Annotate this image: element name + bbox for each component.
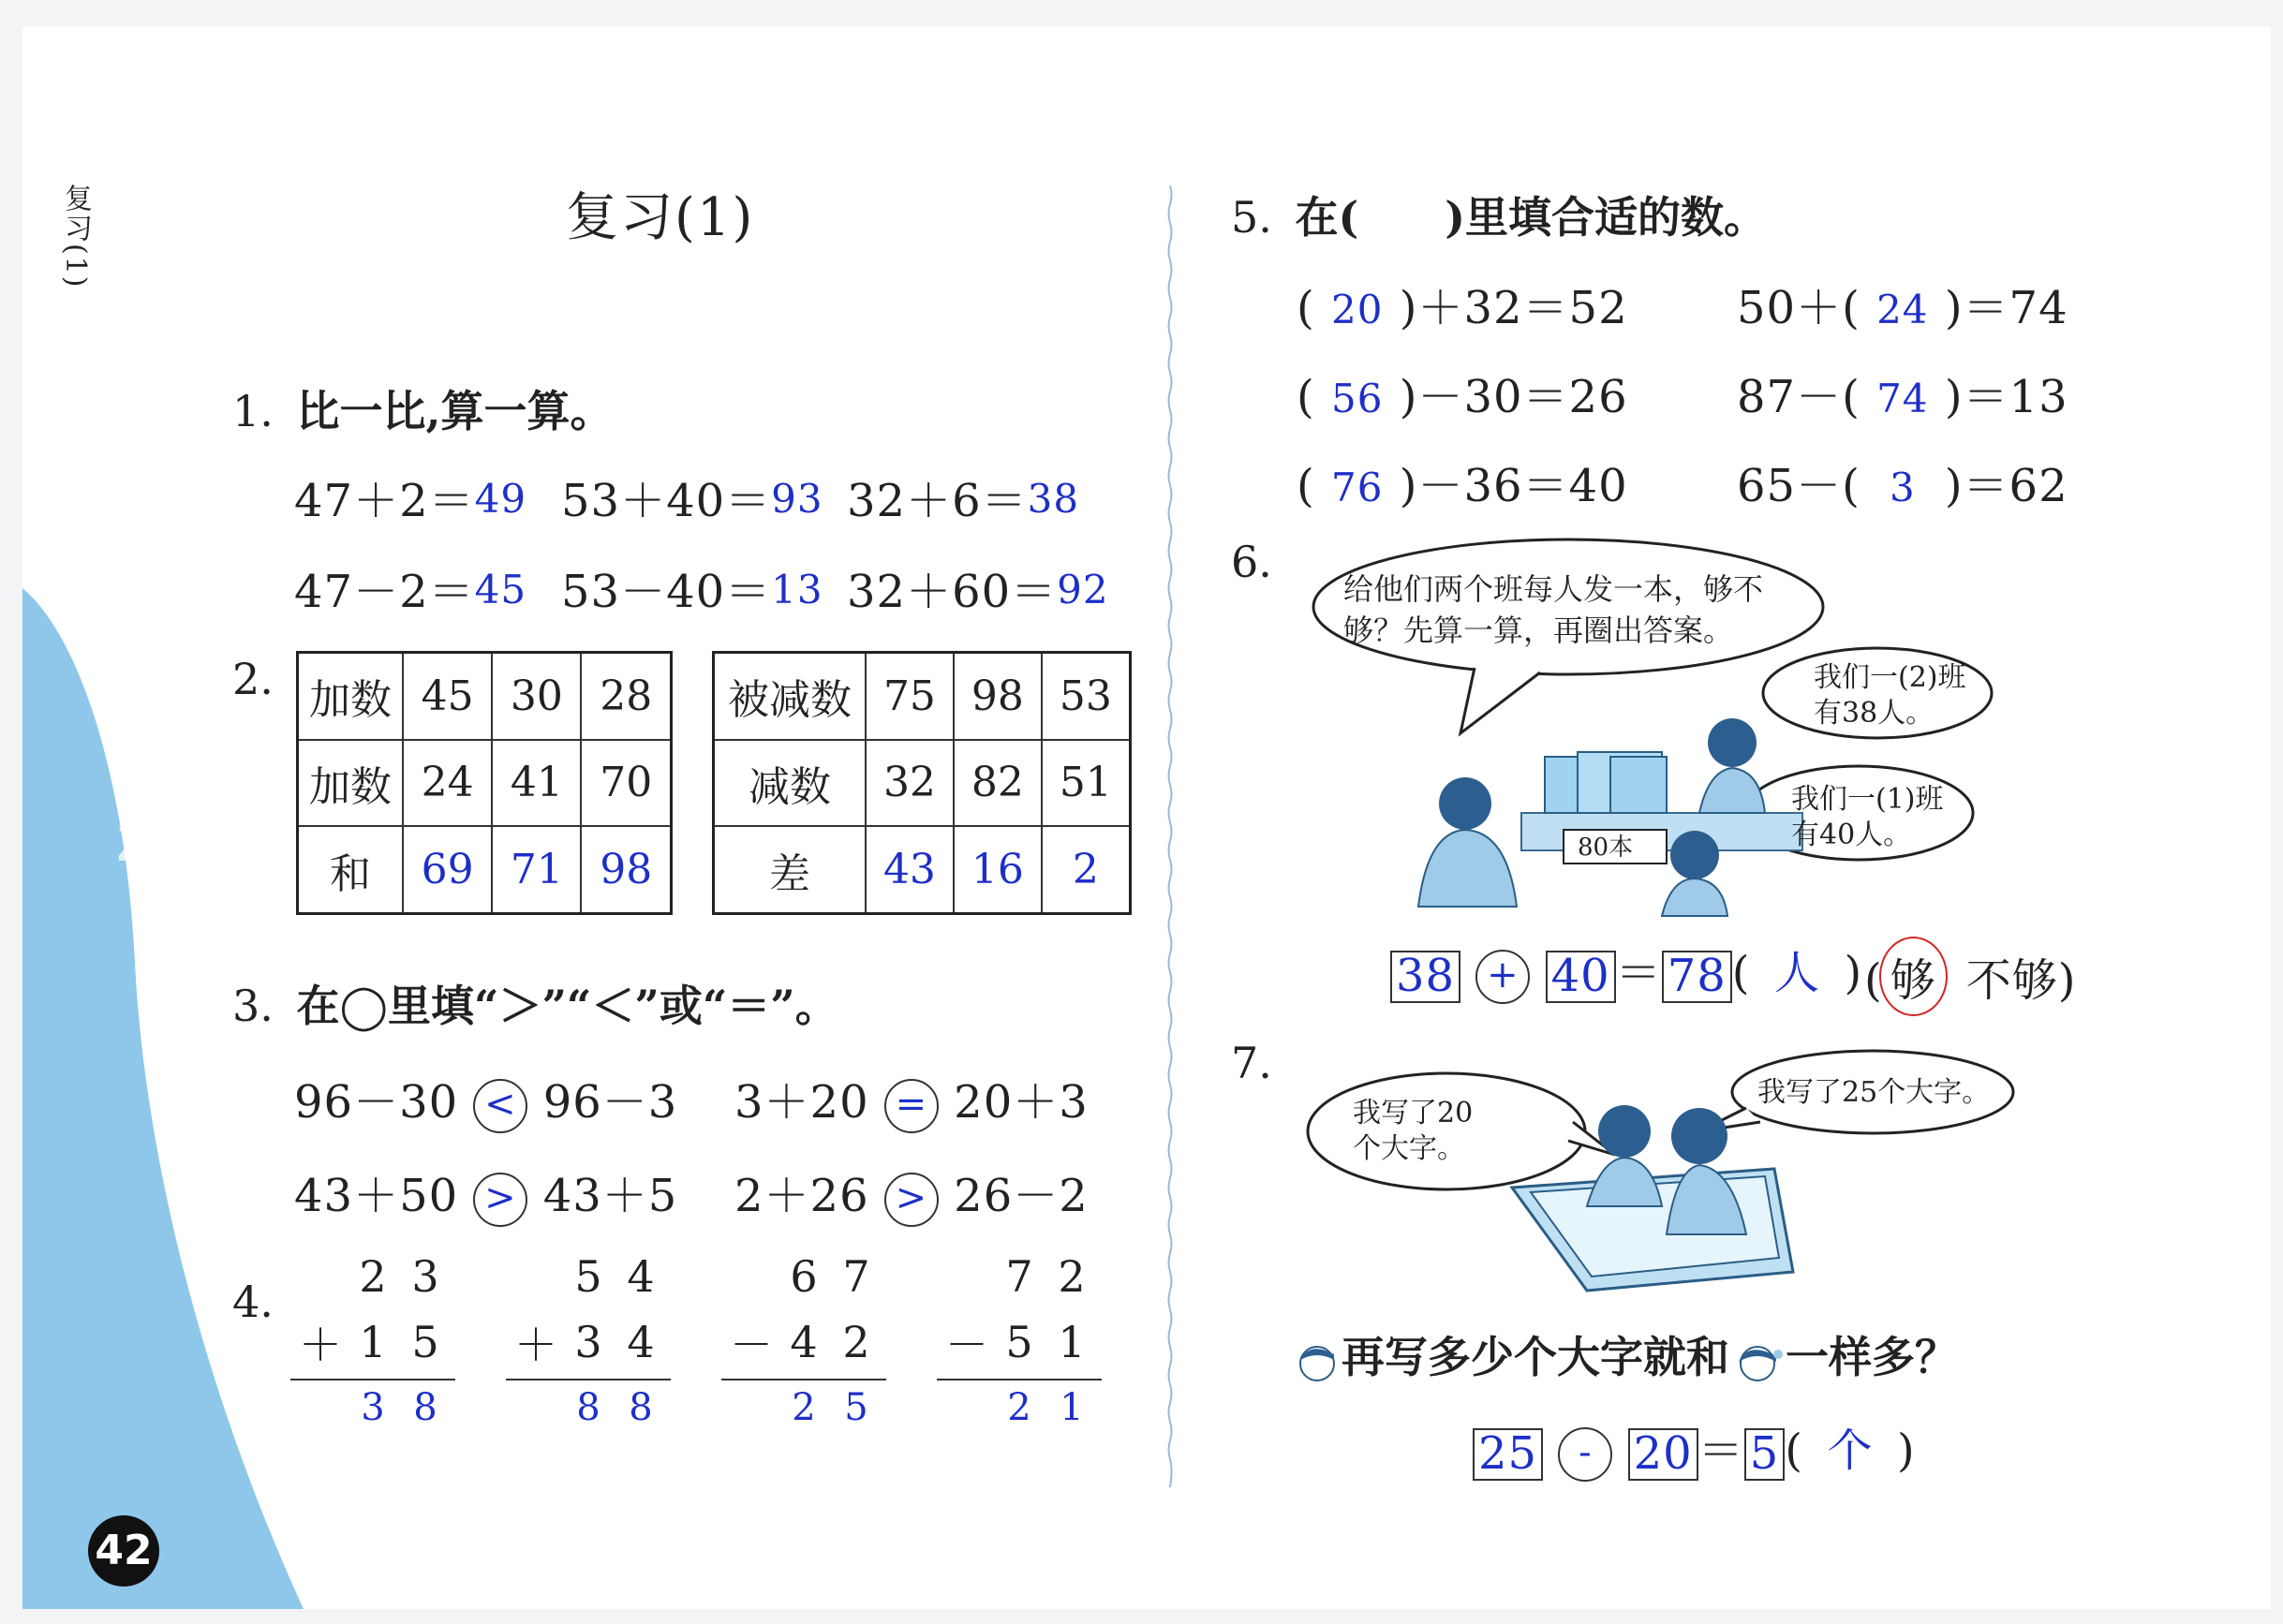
q3-text: 在◯里填“＞”“＜”或“＝”。 xyxy=(296,981,838,1031)
q3-right: 43＋5 xyxy=(542,1170,678,1222)
speech-bubble-text: 个大字。 xyxy=(1353,1132,1465,1165)
digit: 4 xyxy=(627,1251,655,1302)
q3-left: 3＋20 xyxy=(734,1076,869,1129)
q7-question-part1: 再写多少个大字就和 xyxy=(1342,1332,1729,1382)
q1-expr: 53－40＝ xyxy=(561,566,772,618)
unit-answer: 人 xyxy=(1774,947,1821,999)
watermark: zyjl.cn xyxy=(116,804,313,876)
page-title: 复习(1) xyxy=(566,187,755,248)
q6-choice xyxy=(1864,937,2076,1016)
q1-expr: 47＋2＝ xyxy=(294,475,475,527)
q3-right: 20＋3 xyxy=(954,1076,1089,1129)
calc-line xyxy=(721,1379,886,1380)
q4-number: 4. xyxy=(232,1277,274,1327)
digit: 2 xyxy=(1058,1251,1086,1302)
q5-pre: 65－( xyxy=(1737,460,1860,512)
table-answer-cell: 43 xyxy=(866,826,954,913)
q3-item xyxy=(734,1159,1089,1227)
digit: 3 xyxy=(411,1251,439,1302)
table-answer-cell: 71 xyxy=(492,826,581,913)
q5-pre: ( xyxy=(1297,460,1315,512)
table-cell: 51 xyxy=(1042,740,1131,827)
q1-answer: 38 xyxy=(1027,476,1080,522)
digit: 2 xyxy=(359,1251,387,1302)
calc-line xyxy=(506,1379,671,1380)
digit: 5 xyxy=(574,1251,602,1302)
operator: － xyxy=(945,1320,988,1370)
speech-bubble-text: 够？先算一算，再圈出答案。 xyxy=(1343,613,1734,648)
q5-item xyxy=(1737,272,2068,336)
answer-digit: 3 xyxy=(361,1386,385,1429)
q1-answer: 45 xyxy=(474,567,527,613)
vertical-calc xyxy=(941,1244,1098,1440)
answer-digit: 8 xyxy=(413,1386,437,1429)
answer-digit: 8 xyxy=(576,1386,600,1429)
table-answer-cell: 2 xyxy=(1042,826,1131,913)
digit: 4 xyxy=(627,1317,655,1367)
q1-answer: 93 xyxy=(771,476,823,522)
q1-answer: 49 xyxy=(474,476,527,522)
calc-line xyxy=(937,1379,1102,1380)
table-cell: 53 xyxy=(1042,653,1131,740)
digit: 5 xyxy=(1005,1317,1033,1367)
q1-item xyxy=(294,555,526,620)
q3-heading xyxy=(232,972,838,1034)
speech-bubble-text: 有40人。 xyxy=(1791,819,1912,851)
q5-heading xyxy=(1231,184,1767,245)
q5-item xyxy=(1297,361,1628,425)
table-cell: 70 xyxy=(581,740,671,827)
speech-bubble-text: 我写了20 xyxy=(1353,1097,1474,1129)
table-label: 被减数 xyxy=(714,653,867,740)
q5-item xyxy=(1297,450,1628,514)
q3-number: 3. xyxy=(232,981,274,1031)
q1-item xyxy=(294,465,526,529)
operator-circle: + xyxy=(1475,950,1530,1004)
q5-text: 在( )里填合适的数。 xyxy=(1295,192,1768,243)
q1-expr: 32＋6＝ xyxy=(847,475,1028,527)
table-cell: 41 xyxy=(492,740,581,827)
answer-digit: 1 xyxy=(1060,1386,1084,1429)
q5-answer: 3 xyxy=(1889,465,1916,510)
q5-pre: 87－( xyxy=(1737,371,1860,423)
q5-item xyxy=(1297,272,1628,336)
comparison-circle: > xyxy=(884,1173,939,1227)
q2-number: 2. xyxy=(232,654,274,704)
answer-box: 5 xyxy=(1744,1428,1786,1481)
operator: ＋ xyxy=(299,1320,342,1370)
digit: 2 xyxy=(842,1317,870,1367)
answer-digit: 2 xyxy=(792,1386,816,1429)
q3-right: 26－2 xyxy=(954,1170,1089,1222)
q3-item xyxy=(294,1159,677,1227)
page-divider xyxy=(1167,185,1173,1487)
table-cell: 32 xyxy=(866,740,954,827)
q5-post: )－30＝26 xyxy=(1399,371,1628,423)
speech-bubble-text: 给他们两个班每人发一本，够不 xyxy=(1343,571,1764,607)
table-cell: 28 xyxy=(581,653,671,740)
q1-item xyxy=(847,465,1079,529)
comparison-circle: > xyxy=(473,1173,527,1227)
answer-box: 78 xyxy=(1662,951,1732,1003)
q3-left: 2＋26 xyxy=(734,1170,869,1222)
q5-post: )＝74 xyxy=(1944,282,2068,334)
table-answer-cell: 69 xyxy=(403,826,492,913)
vertical-calc xyxy=(725,1244,882,1440)
paren: ( xyxy=(1864,954,1883,1007)
q1-expr: 32＋60＝ xyxy=(847,566,1058,618)
table-cell: 82 xyxy=(954,740,1042,827)
q1-item xyxy=(561,465,823,529)
digit: 3 xyxy=(574,1317,602,1367)
q7-question xyxy=(1293,1323,1958,1385)
answer-box: 38 xyxy=(1390,951,1460,1003)
q5-answer: 56 xyxy=(1331,376,1384,421)
boy-face-icon xyxy=(1293,1337,1342,1384)
table-label: 加数 xyxy=(298,653,404,740)
q3-right: 96－3 xyxy=(542,1076,678,1129)
speech-bubble-text: 我们一(2)班 xyxy=(1814,661,1966,694)
table-label: 加数 xyxy=(298,740,404,827)
q5-answer: 24 xyxy=(1876,287,1929,332)
q1-item xyxy=(847,555,1109,620)
q5-answer: 20 xyxy=(1331,287,1384,332)
operator-circle: - xyxy=(1558,1427,1612,1482)
q5-post: )＝62 xyxy=(1944,460,2068,512)
q5-post: )＝13 xyxy=(1944,371,2068,423)
paren: ( xyxy=(1731,947,1751,999)
addition-table xyxy=(296,651,673,915)
answer-box: 20 xyxy=(1628,1428,1698,1481)
equals-sign: ＝ xyxy=(1697,1425,1744,1477)
q3-item xyxy=(734,1066,1089,1133)
answer-digit: 2 xyxy=(1007,1386,1031,1429)
q5-pre: ( xyxy=(1297,282,1315,334)
q3-left: 96－30 xyxy=(294,1076,459,1129)
side-tab: 复习(1) xyxy=(59,184,92,289)
q5-item xyxy=(1737,361,2068,425)
digit: 5 xyxy=(411,1317,439,1367)
subtraction-table xyxy=(712,651,1132,915)
q5-post: )＋32＝52 xyxy=(1399,282,1628,334)
q5-answer: 76 xyxy=(1331,465,1384,510)
vertical-calc xyxy=(510,1244,667,1440)
q5-number: 5. xyxy=(1231,192,1272,243)
q1-text: 比一比,算一算。 xyxy=(296,386,614,436)
q3-left: 43＋50 xyxy=(294,1170,459,1222)
operator: － xyxy=(730,1320,773,1370)
digit: 1 xyxy=(1058,1317,1086,1367)
answer-digit: 5 xyxy=(844,1386,868,1429)
comparison-circle: < xyxy=(473,1079,527,1133)
answer-digit: 8 xyxy=(629,1386,653,1429)
table-label: 减数 xyxy=(714,740,867,827)
paren: ) xyxy=(1844,947,1863,999)
q7-question-part2: 一样多？ xyxy=(1786,1332,1958,1382)
table-answer-cell: 98 xyxy=(581,826,671,913)
q1-item xyxy=(561,555,823,620)
answer-box: 40 xyxy=(1546,951,1616,1003)
q5-post: )－36＝40 xyxy=(1399,460,1628,512)
q1-expr: 47－2＝ xyxy=(294,566,475,618)
girl-face-icon xyxy=(1729,1337,1786,1384)
q1-expr: 53＋40＝ xyxy=(561,475,772,527)
digit: 4 xyxy=(790,1317,818,1367)
digit: 7 xyxy=(1005,1251,1033,1302)
calc-line xyxy=(290,1379,455,1380)
digit: 1 xyxy=(359,1317,387,1367)
q5-pre: ( xyxy=(1297,371,1315,423)
table-answer-cell: 16 xyxy=(954,826,1042,913)
q5-pre: 50＋( xyxy=(1737,282,1860,334)
table-cell: 98 xyxy=(954,653,1042,740)
operator: ＋ xyxy=(514,1320,557,1370)
answer-box: 25 xyxy=(1473,1428,1543,1481)
digit: 7 xyxy=(842,1251,870,1302)
unit-answer: 个 xyxy=(1827,1425,1874,1477)
q6-equation xyxy=(1390,937,1862,1004)
q6-number: 6. xyxy=(1231,537,1272,587)
speech-bubble-text: 有38人。 xyxy=(1814,697,1935,730)
table-cell: 75 xyxy=(866,653,954,740)
workbook-page xyxy=(22,26,2271,1609)
comparison-circle: = xyxy=(884,1079,939,1133)
q3-item xyxy=(294,1066,677,1133)
q7-number: 7. xyxy=(1231,1038,1272,1088)
table-cell: 30 xyxy=(492,653,581,740)
table-cell: 45 xyxy=(403,653,492,740)
q1-answer: 92 xyxy=(1057,567,1109,613)
circled-choice: 够 xyxy=(1879,937,1948,1016)
speech-bubble-text: 我写了25个大字。 xyxy=(1757,1076,1991,1109)
books-label: 80本 xyxy=(1578,834,1634,862)
q5-item xyxy=(1737,450,2068,514)
table-label: 和 xyxy=(298,826,404,913)
table-label: 差 xyxy=(714,826,867,913)
digit: 6 xyxy=(790,1251,818,1302)
other-choice: 不够) xyxy=(1965,954,2077,1007)
vertical-calc xyxy=(294,1244,452,1440)
equals-sign: ＝ xyxy=(1615,947,1662,999)
q7-equation xyxy=(1473,1414,1916,1482)
speech-bubble-text: 我们一(1)班 xyxy=(1791,783,1944,816)
q5-answer: 74 xyxy=(1876,376,1929,421)
page-number-badge xyxy=(88,1515,159,1587)
q1-heading xyxy=(232,377,614,439)
paren: ) xyxy=(1896,1425,1916,1477)
paren: ( xyxy=(1785,1425,1803,1477)
page-number: 42 xyxy=(95,1527,153,1574)
table-cell: 24 xyxy=(403,740,492,827)
q1-number: 1. xyxy=(232,386,274,436)
q1-answer: 13 xyxy=(771,567,823,613)
